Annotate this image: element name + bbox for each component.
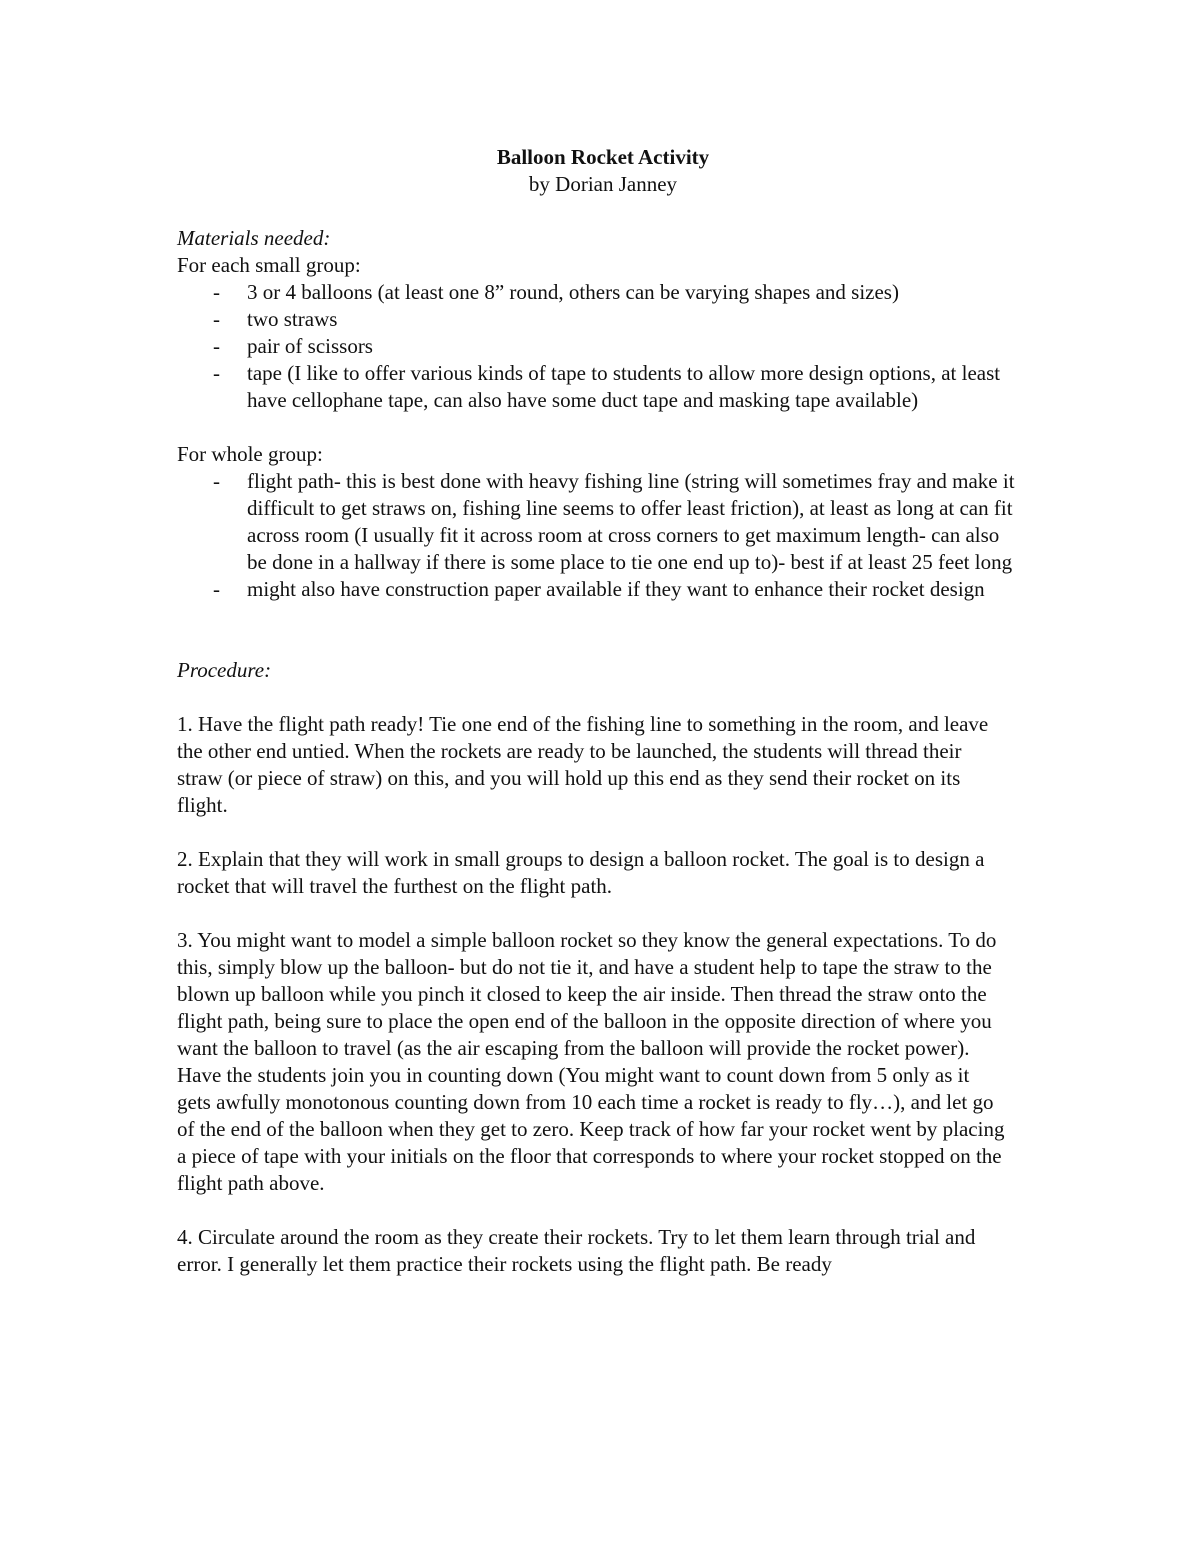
small-group-list (177, 279, 1037, 414)
dash-bullet: - (213, 469, 220, 493)
spacer (177, 603, 1037, 657)
procedure-heading: Procedure: (177, 658, 272, 682)
list-item (177, 279, 1017, 306)
dash-bullet: - (213, 577, 220, 601)
procedure-step-2: 2. Explain that they will work in small groups to design a balloon rocket. The goal is to design a rocket that will travel the furthest on the flight path. (177, 847, 985, 898)
dash-bullet: - (213, 307, 220, 331)
materials-heading: Materials needed: (177, 226, 331, 250)
list-item (177, 576, 1017, 603)
document-author: by Dorian Janney (528, 172, 678, 196)
list-item-text: 3 or 4 balloons (at least one 8” round, others can be varying shapes and sizes) (247, 280, 899, 304)
procedure-step-1: 1. Have the flight path ready! Tie one end of the fishing line to something in the room, and leave the other end untied. When the rockets are ready to be launched, the students will thread their straw (or piece of straw) on this, and you will hold up this end as they send their rocket on its flight. (177, 712, 989, 817)
spacer (177, 819, 1037, 846)
procedure-step-3: 3. You might want to model a simple balloon rocket so they know the general expectations. To do this, simply blow up the balloon- but do not tie it, and have a student help to tape the straw to the blown up balloon while you pinch it closed to keep the air inside. Then thread the straw onto the flight path, being sure to place the open end of the balloon in the opposite direction of where you want the balloon to travel (as the air escaping from the balloon will provide the rocket power). Have the students join you in counting down (You might want to count down from 5 only as it gets awfully monotonous counting down from 10 each time a rocket is ready to fly…), and let go of the end of the balloon when they get to zero. Keep track of how far your rocket went by placing a piece of tape with your initials on the floor that corresponds to where your rocket stopped on the flight path above. (177, 928, 1005, 1195)
procedure-step-4: 4. Circulate around the room as they create their rockets. Try to let them learn through trial and error. I generally let them practice their rockets using the flight path. Be ready (177, 1225, 976, 1276)
list-item-text: pair of scissors (247, 334, 373, 358)
small-group-label: For each small group: (177, 253, 361, 277)
dash-bullet: - (213, 280, 220, 304)
list-item-text: might also have construction paper available if they want to enhance their rocket design (247, 577, 985, 601)
list-item (177, 360, 1017, 414)
whole-group-label: For whole group: (177, 442, 323, 466)
dash-bullet: - (213, 334, 220, 358)
dash-bullet: - (213, 361, 220, 385)
spacer (177, 900, 1037, 927)
list-item (177, 306, 1017, 333)
spacer (177, 414, 1037, 441)
document-title: Balloon Rocket Activity (496, 145, 710, 169)
whole-group-list (177, 468, 1037, 603)
spacer (177, 1197, 1037, 1224)
list-item-text: tape (I like to offer various kinds of tape to students to allow more design options, at least have cellophane tape, can also have some duct tape and masking tape available) (247, 361, 1001, 412)
list-item-text: flight path- this is best done with heavy fishing line (string will sometimes fray and make it difficult to get straws on, fishing line seems to offer least friction), at least as long at can fit across room (I usually fit it across room at cross corners to get maximum length- can also be done in a hallway if there is some place to tie one end up to)- best if at least 25 feet long (247, 469, 1015, 574)
spacer (177, 198, 1037, 225)
document-page (177, 143, 1037, 1278)
list-item-text: two straws (247, 307, 338, 331)
list-item (177, 333, 1017, 360)
spacer (177, 684, 1037, 711)
list-item (177, 468, 1017, 576)
